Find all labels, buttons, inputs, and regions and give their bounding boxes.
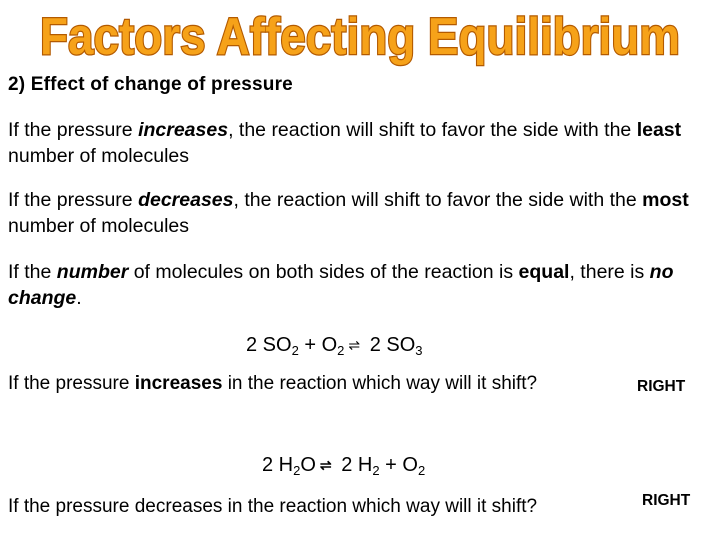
equilibrium-arrow-icon: ⇌ [348, 337, 361, 353]
equal-molecules-rule: If the number of molecules on both sides of the reaction is equal, there is no change. [8, 261, 674, 309]
emphasis-decreases: decreases [138, 189, 234, 211]
equation-so2: 2 $SO_2 + O_2$ ⇌ 2 $SO_3$ [246, 334, 423, 358]
question-increase: If the pressure increases in the reaction which way will it shift? [8, 373, 538, 394]
answer-2: RIGHT [642, 492, 691, 509]
emphasis-most: most [642, 189, 689, 211]
slide-title [0, 0, 720, 68]
pressure-increase-rule: If the pressure increases, the reaction will shift to favor the side with the least number of molecules [8, 119, 682, 167]
answer-1: RIGHT [637, 378, 686, 395]
section-heading: 2) Effect of change of pressure [8, 74, 293, 95]
equilibrium-arrow-icon: ⇌ [319, 457, 332, 473]
emphasis-number: number [56, 261, 129, 283]
equation-h2o: 2 $H_2O$ ⇌ 2 $H_2 + O_2$ [262, 454, 426, 478]
emphasis-equal: equal [518, 261, 570, 283]
question-decrease: If the pressure decreases in the reaction which way will it shift? [8, 496, 538, 517]
slide-title-text: Factors Affecting Equilibrium [40, 8, 680, 66]
emphasis-least: least [636, 119, 682, 141]
emphasis-no-change: no change [8, 261, 674, 309]
pressure-decrease-rule: If the pressure decreases, the reaction will shift to favor the side with the most number of molecules [8, 189, 689, 237]
emphasis-increases: increases [138, 119, 229, 141]
